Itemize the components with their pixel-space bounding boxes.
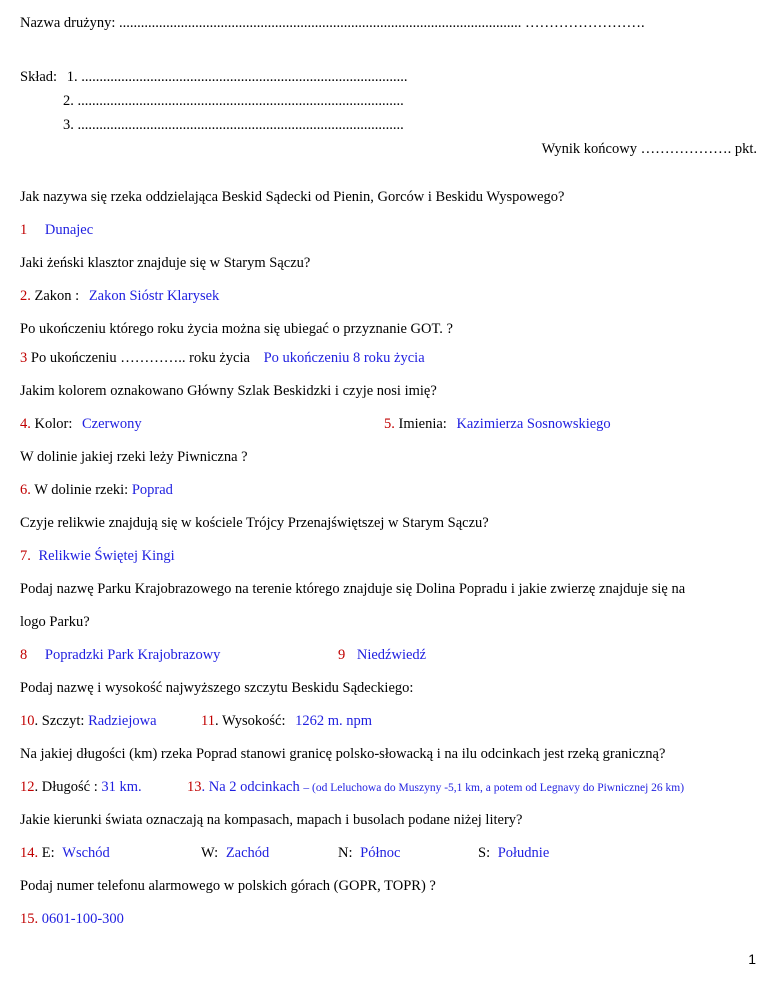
- squad-line-1: [20, 68, 407, 86]
- answer-12-line: [20, 778, 142, 796]
- squad-line-3: [63, 116, 404, 134]
- question-2: Jaki żeński klasztor znajduje się w Starym Sączu?: [20, 255, 311, 271]
- question-6: W dolinie jakiej rzeki leży Piwniczna ?: [20, 449, 248, 465]
- answer-text: Relikwie Świętej Kingi: [38, 548, 175, 564]
- answer-label: Kolor:: [34, 416, 73, 432]
- answer-number: 1: [20, 222, 28, 238]
- answer-text: Po ukończeniu 8 roku życia: [263, 350, 425, 366]
- answer-number: 10: [20, 713, 35, 729]
- team-name-dots: ...............................................................................................................: [119, 15, 522, 31]
- squad-label: Skład:: [20, 69, 58, 85]
- team-name-dots-extra: …………………….: [525, 15, 645, 31]
- answer-number: 12: [20, 779, 35, 795]
- answer-label: . Długość :: [34, 779, 98, 795]
- squad-member-num: 1.: [66, 69, 78, 85]
- answer-5-line: [384, 415, 611, 433]
- answer-text: Niedźwiedź: [356, 647, 427, 663]
- answer-label: . Wysokość:: [214, 713, 286, 729]
- answer-text: Kazimierza Sosnowskiego: [456, 416, 611, 432]
- question-7: Czyje relikwie znajdują się w kościele Trójcy Przenajświętszej w Starym Sączu?: [20, 515, 489, 531]
- answer-4-line: [20, 415, 142, 433]
- squad-line-2: [63, 92, 404, 110]
- final-score-label: Wynik końcowy: [541, 141, 637, 157]
- answer-14-e: [20, 844, 110, 862]
- answer-14-n: [338, 844, 400, 862]
- answer-14-s: [478, 844, 549, 862]
- answer-number: 2.: [20, 288, 31, 304]
- answer-label: E:: [41, 845, 55, 861]
- answer-text: Czerwony: [81, 416, 142, 432]
- answer-number: 9: [338, 647, 346, 663]
- answer-text: . Na 2 odcinkach: [201, 779, 300, 795]
- squad-member-num: 3.: [63, 117, 74, 133]
- answer-text: Południe: [497, 845, 550, 861]
- answer-10-line: [20, 712, 157, 730]
- answer-note: – (od Leluchowa do Muszyny -5,1 km, a potem od Legnavy do Piwnicznej 26 km): [303, 782, 685, 794]
- squad-member-dots: ..........................................................................................: [81, 69, 408, 85]
- question-15: Podaj numer telefonu alarmowego w polskich górach (GOPR, TOPR) ?: [20, 878, 436, 894]
- answer-label: W dolinie rzeki:: [34, 482, 129, 498]
- answer-1-line: [20, 221, 93, 239]
- page-number: 1: [748, 951, 756, 967]
- answer-15-line: [20, 910, 124, 928]
- answer-number: 8: [20, 647, 28, 663]
- final-score-line: [542, 140, 757, 158]
- question-10: Podaj nazwę i wysokość najwyższego szczytu Beskidu Sądeckiego:: [20, 680, 414, 696]
- team-name-label: Nazwa drużyny:: [20, 15, 116, 31]
- answer-9-line: [338, 646, 426, 664]
- question-8-line-2: logo Parku?: [20, 614, 90, 630]
- answer-2-line: [20, 287, 219, 305]
- answer-label: . Szczyt:: [34, 713, 85, 729]
- answer-text: Dunajec: [44, 222, 94, 238]
- question-4: Jakim kolorem oznakowano Główny Szlak Beskidzki i czyje nosi imię?: [20, 383, 437, 399]
- answer-number: 4.: [20, 416, 31, 432]
- answer-text: 1262 m. npm: [295, 713, 373, 729]
- answer-text: Północ: [360, 845, 401, 861]
- answer-number: 3: [20, 350, 28, 366]
- answer-label: Po ukończeniu ………….. roku życia: [30, 350, 250, 366]
- team-name-line: [20, 14, 645, 32]
- answer-7-line: [20, 547, 175, 565]
- answer-label: S:: [478, 845, 491, 861]
- answer-11-line: [201, 712, 372, 730]
- answer-text: 31 km.: [101, 779, 142, 795]
- answer-number: 11: [201, 713, 215, 729]
- final-score-unit: pkt.: [734, 141, 757, 157]
- squad-member-dots: ..........................................................................................: [77, 117, 404, 133]
- answer-label: Zakon :: [34, 288, 80, 304]
- answer-label: Imienia:: [398, 416, 447, 432]
- answer-8-line: [20, 646, 220, 664]
- final-score-dots: ……………….: [640, 141, 732, 157]
- answer-text: Radziejowa: [88, 713, 157, 729]
- question-3: Po ukończeniu którego roku życia można się ubiegać o przyznanie GOT. ?: [20, 321, 453, 337]
- answer-number: 13: [187, 779, 202, 795]
- question-8-line-1: Podaj nazwę Parku Krajobrazowego na terenie którego znajduje się Dolina Popradu i jakie zwierzę znajduje się na: [20, 581, 686, 597]
- answer-text: Poprad: [131, 482, 173, 498]
- answer-14-w: [201, 844, 269, 862]
- answer-6-line: [20, 481, 173, 499]
- answer-label: N:: [338, 845, 353, 861]
- squad-member-num: 2.: [63, 93, 74, 109]
- answer-number: 7.: [20, 548, 31, 564]
- answer-text: Wschód: [62, 845, 110, 861]
- answer-label: W:: [201, 845, 219, 861]
- answer-number: 5.: [384, 416, 395, 432]
- answer-3-line: [20, 349, 425, 367]
- squad-member-dots: ..........................................................................................: [77, 93, 404, 109]
- question-14: Jakie kierunki świata oznaczają na kompasach, mapach i busolach podane niżej litery?: [20, 812, 523, 828]
- answer-number: 14.: [20, 845, 39, 861]
- answer-text: Zakon Sióstr Klarysek: [88, 288, 220, 304]
- answer-number: 6.: [20, 482, 31, 498]
- answer-number: 15.: [20, 911, 39, 927]
- question-1: Jak nazywa się rzeka oddzielająca Beskid Sądecki od Pienin, Gorców i Beskidu Wyspowego?: [20, 189, 565, 205]
- question-12: Na jakiej długości (km) rzeka Poprad stanowi granicę polsko-słowacką i na ilu odcinkach jest rzeką graniczną?: [20, 746, 666, 762]
- answer-13-line: [187, 778, 684, 797]
- answer-text: Zachód: [225, 845, 270, 861]
- answer-text: Popradzki Park Krajobrazowy: [44, 647, 221, 663]
- answer-text: 0601-100-300: [41, 911, 124, 927]
